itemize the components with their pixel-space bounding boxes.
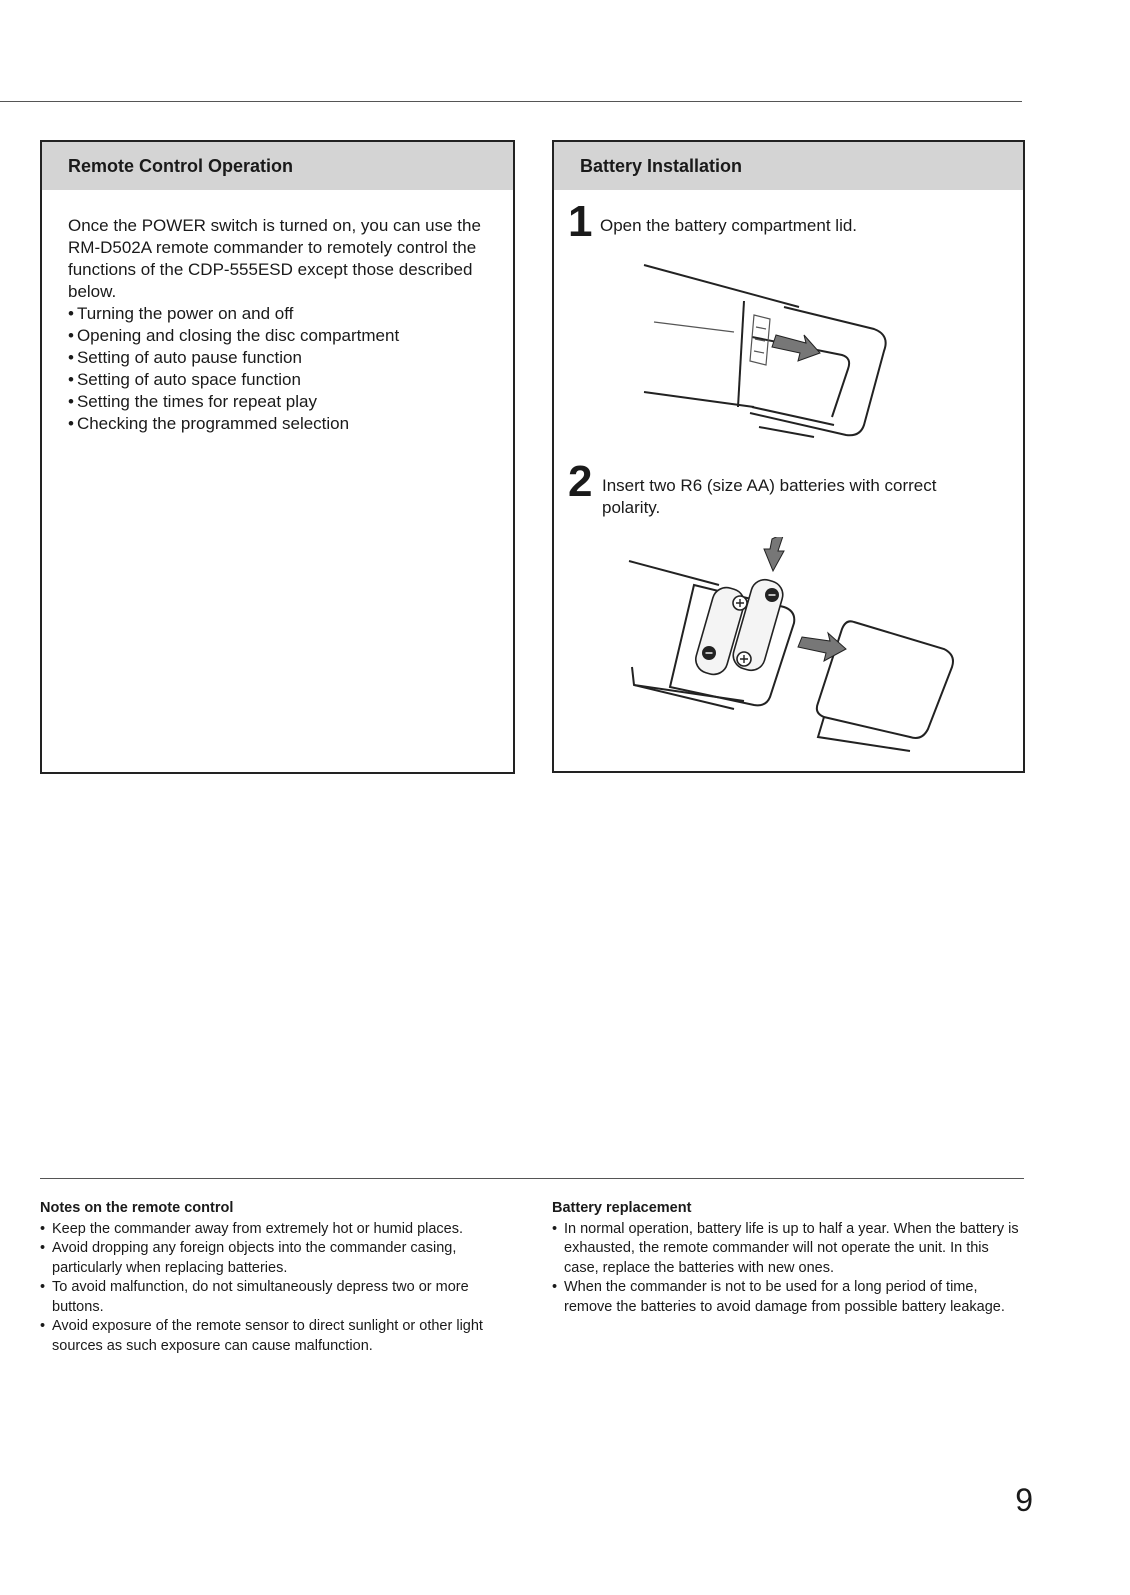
exception-item: • Opening and closing the disc compartment xyxy=(68,325,399,347)
note-item: • Keep the commander away from extremely hot or humid places. xyxy=(40,1220,515,1240)
battery-replacement-list xyxy=(552,1220,1025,1318)
note-item: • Avoid dropping any foreign objects into the commander casing, particularly when replacing batteries. xyxy=(40,1239,515,1278)
battery-installation-section xyxy=(552,140,1025,773)
note-item: • To avoid malfunction, do not simultaneously depress two or more buttons. xyxy=(40,1278,515,1317)
note-item: • Avoid exposure of the remote sensor to direct sunlight or other light sources as such exposure can cause malfunction. xyxy=(40,1317,515,1356)
battery-note-item: • In normal operation, battery life is up to half a year. When the battery is exhausted, the remote commander will not operate the unit. In this case, replace the batteries with new ones. xyxy=(552,1220,1025,1279)
top-rule xyxy=(0,101,1022,102)
insert-batteries-illustration xyxy=(624,537,964,757)
notes-remote-control xyxy=(40,1199,515,1356)
battery-note-item: • When the commander is not to be used for a long period of time, remove the batteries to avoid damage from possible battery leakage. xyxy=(552,1278,1025,1317)
down-arrow-icon xyxy=(764,537,784,571)
battery-replacement-notes xyxy=(552,1199,1025,1317)
notes-list xyxy=(40,1220,515,1357)
battery-replacement-title: Battery replacement xyxy=(552,1200,692,1216)
exception-item: • Setting of auto pause function xyxy=(68,347,399,369)
open-lid-illustration xyxy=(634,257,914,447)
page-number: 9 xyxy=(1015,1482,1033,1518)
exception-item: • Turning the power on and off xyxy=(68,303,399,325)
remote-control-section xyxy=(40,140,515,774)
remote-control-title: Remote Control Operation xyxy=(42,142,513,190)
exception-list xyxy=(68,303,399,435)
slide-arrow-icon xyxy=(772,335,820,361)
step-2-text: Insert two R6 (size AA) batteries with correct polarity. xyxy=(602,476,937,517)
remote-control-intro: Once the POWER switch is turned on, you can use the RM-D502A remote commander to remotely control the functions of the CDP-555ESD except those described below. xyxy=(68,216,481,301)
notes-rule xyxy=(40,1178,1024,1179)
step-1-text: Open the battery compartment lid. xyxy=(600,216,858,235)
step-2-number: 2 xyxy=(568,457,593,506)
battery-installation-title: Battery Installation xyxy=(554,142,1023,190)
step-1-number: 1 xyxy=(568,197,593,246)
exception-item: • Setting the times for repeat play xyxy=(68,391,399,413)
notes-title: Notes on the remote control xyxy=(40,1200,234,1216)
exception-item: • Checking the programmed selection xyxy=(68,413,399,435)
exception-item: • Setting of auto space function xyxy=(68,369,399,391)
